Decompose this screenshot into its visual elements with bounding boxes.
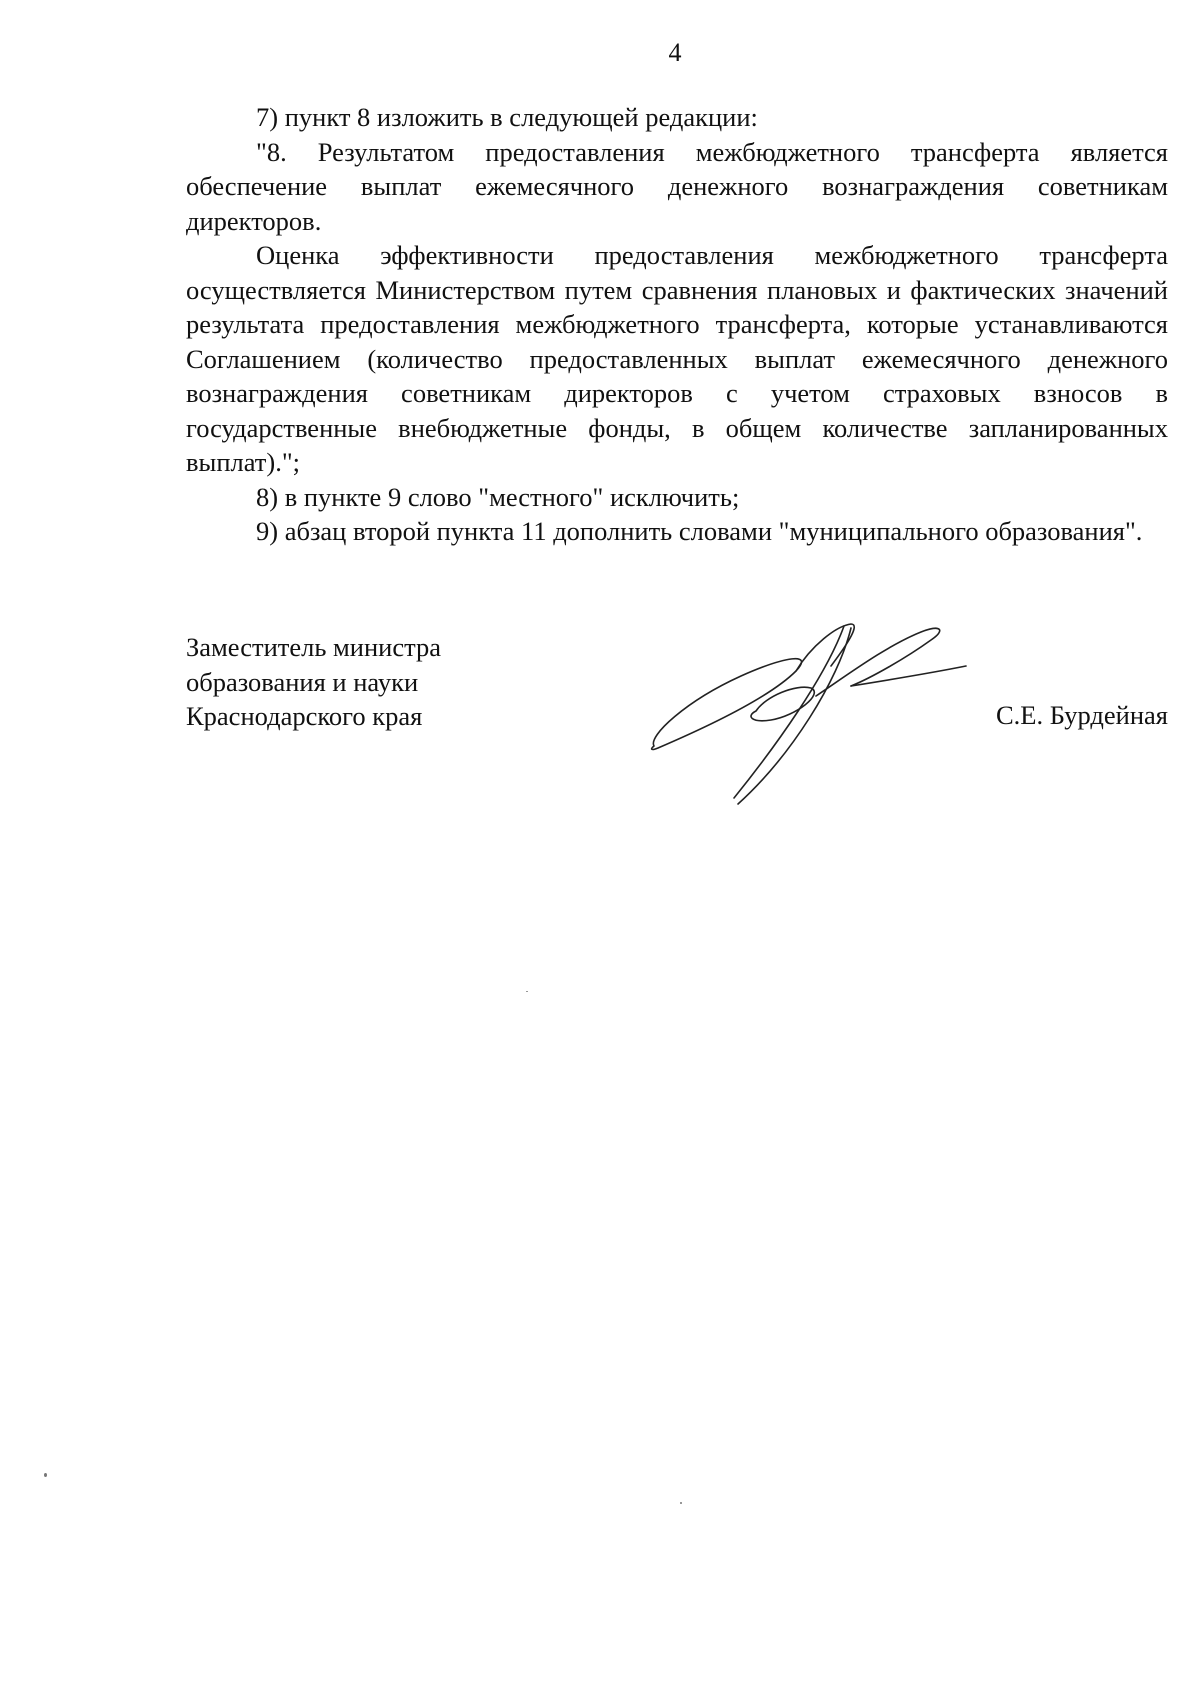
paragraph-item-9: 9) абзац второй пункта 11 дополнить словами "муниципального образования".	[256, 516, 1143, 546]
paragraph-efficiency-assessment: Оценка эффективности предоставления межбюджетного трансферта осуществляется Министерством путем сравнения плановых и фактических значений результата предоставления межбюджетного трансферта, которые устанавливаются Соглашением (количество предоставленных выплат ежемесячного денежного вознаграждения советникам директоров с учетом страховых взносов в государственные внебюджетные фонды, в общем количестве запланированных выплат).";	[186, 240, 1168, 477]
signatory-title-line: Заместитель министра	[186, 632, 442, 662]
signatory-title-line: образования и науки	[186, 666, 419, 697]
document-body	[186, 100, 1168, 549]
signatory-title	[186, 630, 441, 734]
signature-block	[186, 630, 1168, 850]
paragraph-item-8: 8) в пункте 9 слово "местного" исключить;	[256, 481, 740, 512]
scan-speck	[44, 1473, 47, 1477]
page-number: 4	[668, 38, 682, 67]
scan-speck	[680, 1502, 682, 1504]
scan-speck	[526, 991, 528, 992]
paragraph-item-7: 7) пункт 8 изложить в следующей редакции:	[256, 102, 758, 132]
signatory-name: С.Е. Бурдейная	[995, 700, 1168, 730]
signatory-title-line: Краснодарского края	[186, 701, 423, 731]
paragraph-point-8-text: "8. Результатом предоставления межбюджетного трансферта является обеспечение выплат ежемесячного денежного вознаграждения советникам директоров.	[186, 136, 1168, 236]
handwritten-signature	[646, 616, 986, 816]
